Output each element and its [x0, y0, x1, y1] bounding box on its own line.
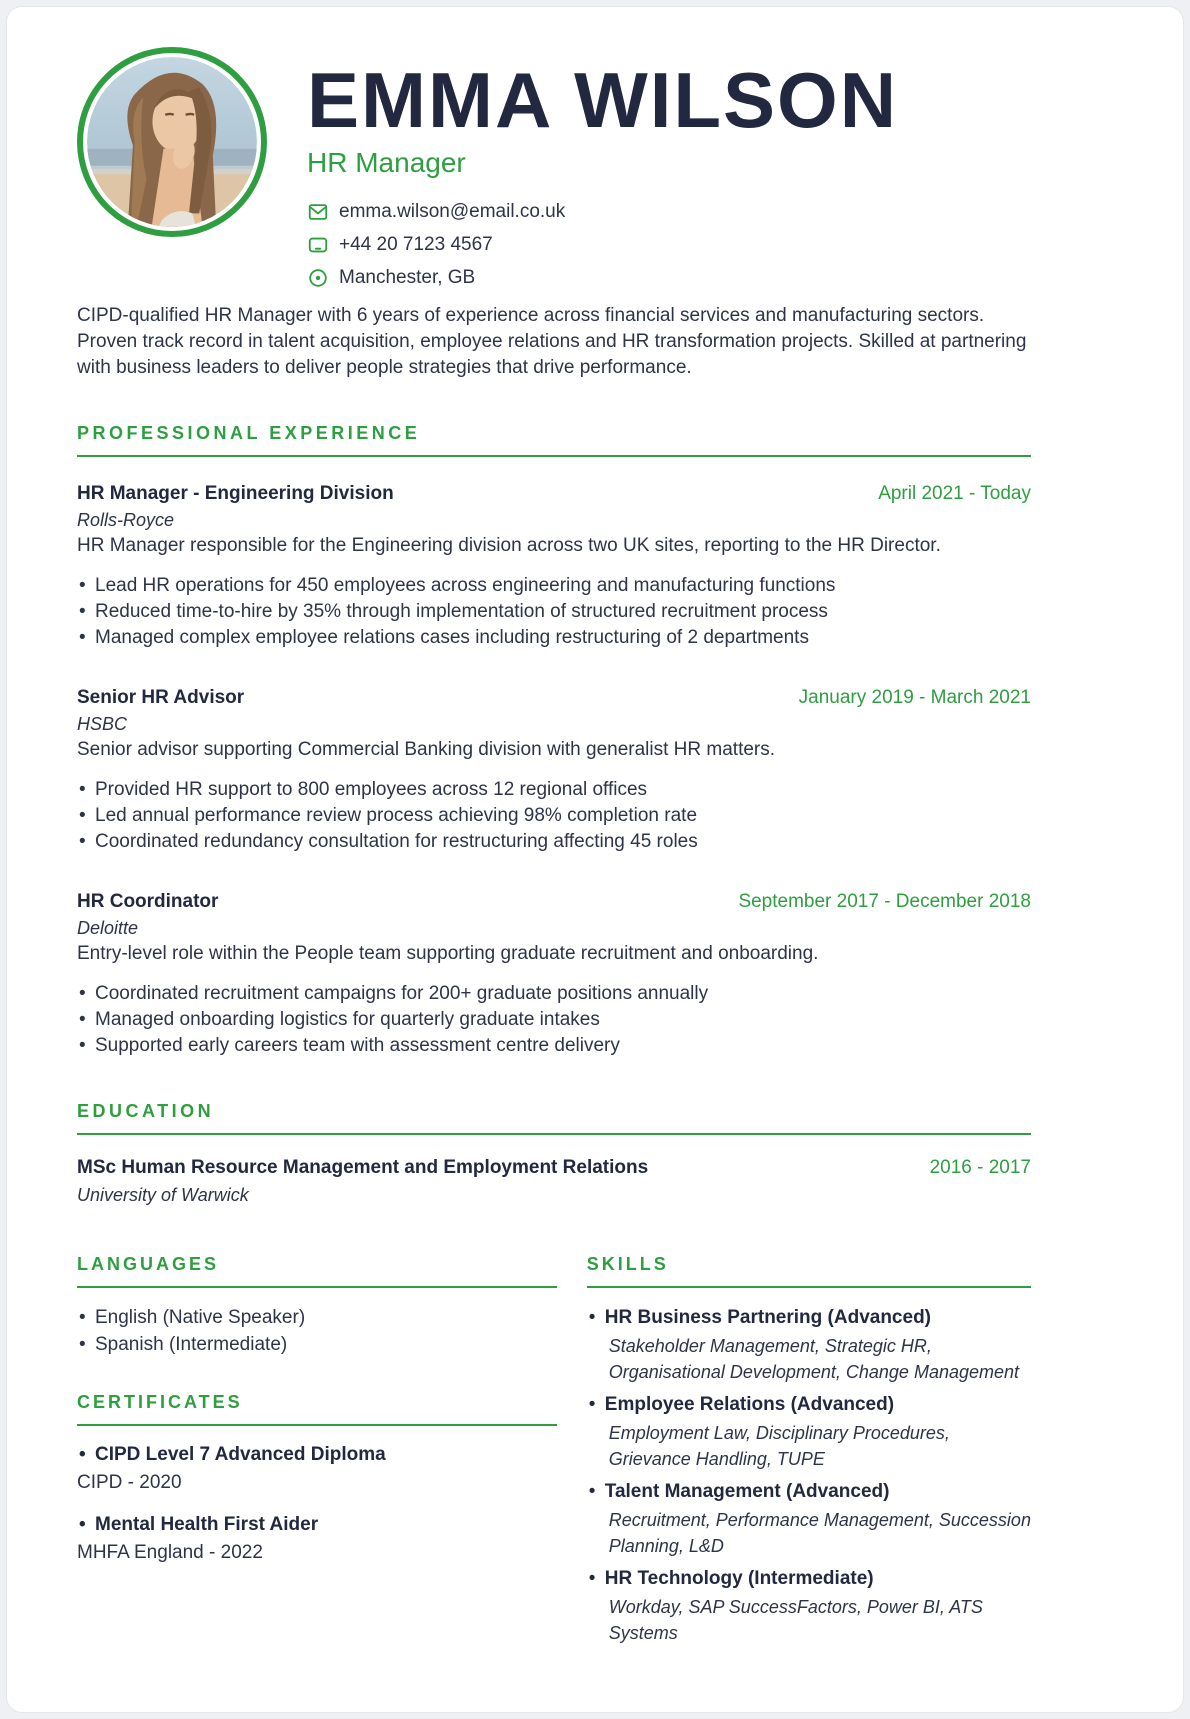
certificates-heading: CERTIFICATES [77, 1392, 557, 1426]
skill-name: • Talent Management (Advanced) [587, 1478, 1031, 1505]
professional-summary: CIPD-qualified HR Manager with 6 years of experience across financial services and manufacturing sectors. Proven track record in talent acquisition, employee relations and HR transformation projects. Skilled at partnering with business leaders to deliver people strategies that drive performance. [77, 305, 1027, 378]
experience-item [77, 483, 1031, 651]
job-bullet-list [77, 573, 1031, 651]
section-experience [77, 423, 1031, 1059]
job-company: HSBC [77, 714, 128, 734]
skill-details: Employment Law, Disciplinary Procedures, Grievance Handling, TUPE [608, 1423, 950, 1469]
skill-details: Stakeholder Management, Strategic HR, Organisational Development, Change Management [608, 1336, 1020, 1382]
certificate-name: • CIPD Level 7 Advanced Diploma [77, 1442, 557, 1468]
degree-school: University of Warwick [77, 1185, 249, 1205]
section-skills [587, 1254, 1031, 1646]
experience-item [77, 891, 1031, 1059]
skill-details: Recruitment, Performance Management, Succession Planning, L&D [608, 1510, 1031, 1556]
job-bullet: • Coordinated recruitment campaigns for 200+ graduate positions annually [77, 981, 1031, 1007]
contact-phone [307, 234, 898, 256]
job-title: HR Coordinator [77, 891, 219, 912]
contact-phone-text: +44 20 7123 4567 [339, 234, 493, 255]
phone-icon [307, 234, 329, 256]
experience-heading: PROFESSIONAL EXPERIENCE [77, 423, 1031, 457]
skill-item [587, 1478, 1031, 1559]
job-description: Senior advisor supporting Commercial Banking division with generalist HR matters. [77, 739, 776, 760]
language-item: • English (Native Speaker) [77, 1304, 557, 1331]
skill-item [587, 1565, 1031, 1646]
education-heading: EDUCATION [77, 1101, 1031, 1135]
job-company: Deloitte [77, 918, 139, 938]
job-dates: September 2017 - December 2018 [738, 891, 1031, 912]
section-education [77, 1101, 1031, 1206]
skill-details: Workday, SAP SuccessFactors, Power BI, ATS Systems [608, 1597, 983, 1643]
language-list [77, 1304, 557, 1358]
contact-email-text: emma.wilson@email.co.uk [339, 201, 566, 222]
experience-item [77, 687, 1031, 855]
candidate-name: EMMA WILSON [307, 56, 899, 144]
job-bullet: • Reduced time-to-hire by 35% through implementation of structured recruitment process [77, 599, 1031, 625]
skill-item [587, 1391, 1031, 1472]
certificate-item [77, 1512, 557, 1566]
degree-dates: 2016 - 2017 [929, 1157, 1031, 1178]
job-company: Rolls-Royce [77, 510, 175, 530]
certificate-issuer: MHFA England - 2022 [77, 1542, 263, 1563]
location-icon [307, 267, 329, 289]
email-icon [307, 201, 329, 223]
job-bullet: • Coordinated redundancy consultation for restructuring affecting 45 roles [77, 829, 1031, 855]
job-bullet: • Lead HR operations for 450 employees across engineering and manufacturing functions [77, 573, 1031, 599]
certificate-issuer: CIPD - 2020 [77, 1472, 182, 1493]
skill-name: • Employee Relations (Advanced) [587, 1391, 1031, 1418]
job-title: Senior HR Advisor [77, 687, 245, 708]
right-column [587, 1254, 1031, 1652]
skill-item [587, 1304, 1031, 1385]
skills-heading: SKILLS [587, 1254, 1031, 1288]
languages-heading: LANGUAGES [77, 1254, 557, 1288]
portrait-illustration [87, 57, 257, 227]
section-languages [77, 1254, 557, 1358]
education-item [77, 1157, 1031, 1206]
header [77, 47, 1031, 289]
job-dates: April 2021 - Today [878, 483, 1031, 504]
contact-list [307, 201, 898, 289]
contact-location-text: Manchester, GB [339, 267, 476, 288]
language-item: • Spanish (Intermediate) [77, 1331, 557, 1358]
profile-photo [77, 47, 267, 237]
job-bullet-list [77, 777, 1031, 855]
job-bullet: • Managed onboarding logistics for quarterly graduate intakes [77, 1007, 1031, 1033]
certificate-item [77, 1442, 557, 1496]
skill-name: • HR Business Partnering (Advanced) [587, 1304, 1031, 1331]
contact-location [307, 267, 898, 289]
bottom-columns [77, 1254, 1031, 1652]
job-description: HR Manager responsible for the Engineering division across two UK sites, reporting to the HR Director. [77, 535, 941, 556]
contact-email [307, 201, 898, 223]
resume-page [6, 6, 1184, 1713]
section-certificates [77, 1392, 557, 1566]
certificate-name: • Mental Health First Aider [77, 1512, 557, 1538]
header-main [307, 47, 898, 289]
left-column [77, 1254, 557, 1566]
job-bullet: • Provided HR support to 800 employees across 12 regional offices [77, 777, 1031, 803]
job-bullet: • Led annual performance review process achieving 98% completion rate [77, 803, 1031, 829]
job-title: HR Manager - Engineering Division [77, 483, 394, 504]
candidate-title: HR Manager [307, 147, 466, 178]
job-bullet: • Supported early careers team with assessment centre delivery [77, 1033, 1031, 1059]
skill-name: • HR Technology (Intermediate) [587, 1565, 1031, 1592]
job-bullet-list [77, 981, 1031, 1059]
job-bullet: • Managed complex employee relations cases including restructuring of 2 departments [77, 625, 1031, 651]
job-description: Entry-level role within the People team supporting graduate recruitment and onboarding. [77, 943, 819, 964]
degree-title: MSc Human Resource Management and Employment Relations [77, 1157, 649, 1178]
job-dates: January 2019 - March 2021 [798, 687, 1031, 708]
